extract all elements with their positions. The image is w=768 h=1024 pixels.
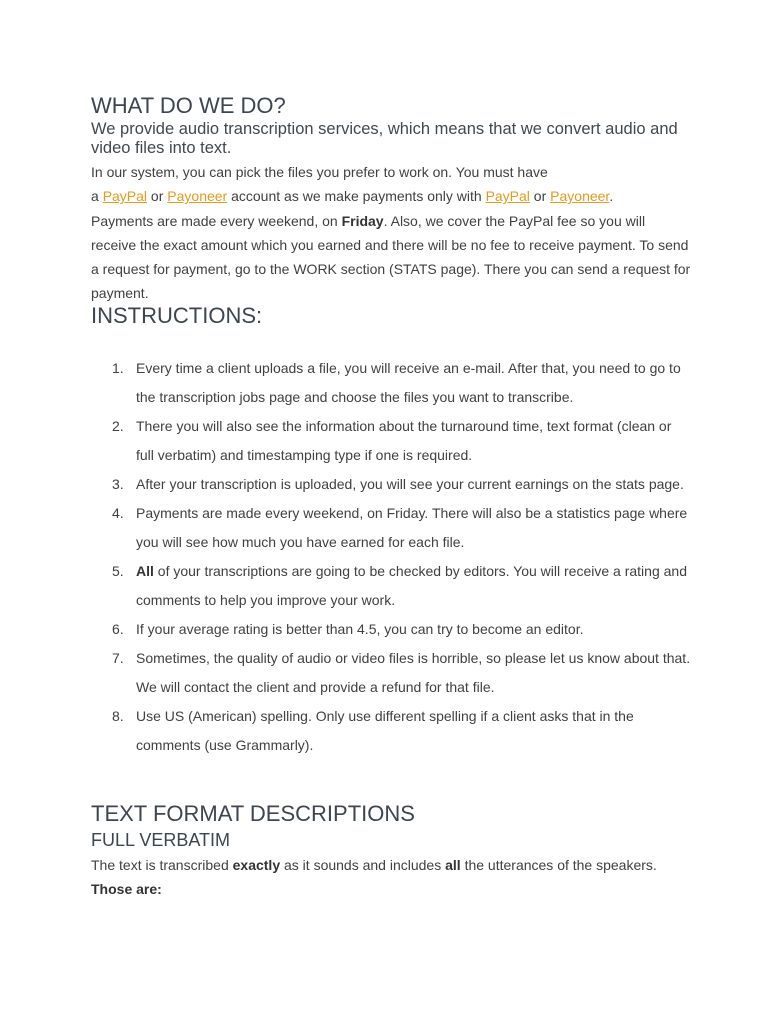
intro-lead: We provide audio transcription services, which means that we convert audio and video files into text. (91, 120, 678, 157)
subheading-full-verbatim: FULL VERBATIM (91, 830, 231, 850)
heading-instructions: INSTRUCTIONS: (91, 303, 263, 328)
list-item (91, 412, 691, 470)
intro-text: account as we make payments only with (227, 188, 486, 205)
payoneer-link-2[interactable]: Payoneer (550, 188, 610, 205)
list-item (91, 354, 691, 412)
list-text: Every time a client uploads a file, you will receive an e-mail. After that, you need to go to the transcription jobs page and choose the files you want to transcribe. (136, 360, 681, 405)
intro-text: a (91, 188, 103, 205)
friday-bold: Friday (341, 212, 384, 229)
intro-text: or (147, 188, 168, 205)
list-number: 8. (112, 708, 124, 724)
intro-line1: In our system, you can pick the files you prefer to work on. You must have (91, 164, 548, 180)
list-item (91, 557, 691, 615)
fv-text: the utterances of the speakers. (460, 857, 657, 873)
list-number: 7. (112, 650, 124, 666)
list-text: Use US (American) spelling. Only use different spelling if a client asks that in the comments (use Grammarly). (136, 708, 634, 753)
list-text: After your transcription is uploaded, you will see your current earnings on the stats page. (136, 476, 684, 492)
list-text: of your transcriptions are going to be checked by editors. You will receive a rating and comments to help you improve your work. (136, 563, 687, 608)
list-item (91, 499, 691, 557)
list-text: There you will also see the information about the turnaround time, text format (clean or full verbatim) and timestamping type if one is required. (136, 418, 672, 463)
intro-text: . Also, we cover the PayPal fee so you will receive the exact amount which you earned and there will be no fee to receive payment. To send a request for payment, go to the WORK section (STATS page). There you can send a request for payment. (91, 212, 691, 302)
intro-text: . (609, 188, 614, 205)
list-text: If your average rating is better than 4.5, you can try to become an editor. (136, 621, 584, 637)
list-text: Sometimes, the quality of audio or video files is horrible, so please let us know about that. We will contact the client and provide a refund for that file. (136, 650, 691, 695)
list-number: 1. (112, 360, 124, 376)
list-number: 5. (112, 563, 124, 579)
list-number: 2. (112, 418, 124, 434)
list-item (91, 644, 691, 702)
list-bold: All (136, 563, 154, 579)
list-item (91, 470, 691, 499)
fv-bold: exactly (232, 857, 281, 873)
fv-bold: all (445, 857, 461, 873)
paypal-link-2[interactable]: PayPal (485, 188, 530, 205)
intro-text: Payments are made every weekend, on (91, 212, 342, 229)
those-are-label: Those are: (91, 881, 162, 898)
fv-text: The text is transcribed (91, 857, 233, 873)
list-item (91, 615, 691, 644)
list-number: 6. (112, 621, 124, 637)
heading-text-format: TEXT FORMAT DESCRIPTIONS (91, 801, 415, 826)
fv-text: as it sounds and includes (280, 857, 446, 873)
intro-text: or (529, 188, 551, 205)
list-item (91, 702, 691, 760)
heading-what-do-we-do: WHAT DO WE DO? (91, 93, 286, 118)
paypal-link[interactable]: PayPal (102, 188, 148, 205)
instructions-list (91, 354, 691, 760)
list-number: 3. (112, 476, 124, 492)
list-number: 4. (112, 505, 124, 521)
payoneer-link[interactable]: Payoneer (167, 188, 228, 205)
list-text: Payments are made every weekend, on Friday. There will also be a statistics page where you will see how much you have earned for each file. (136, 505, 688, 550)
full-verbatim-paragraph (91, 853, 691, 902)
intro-paragraph (91, 160, 691, 306)
